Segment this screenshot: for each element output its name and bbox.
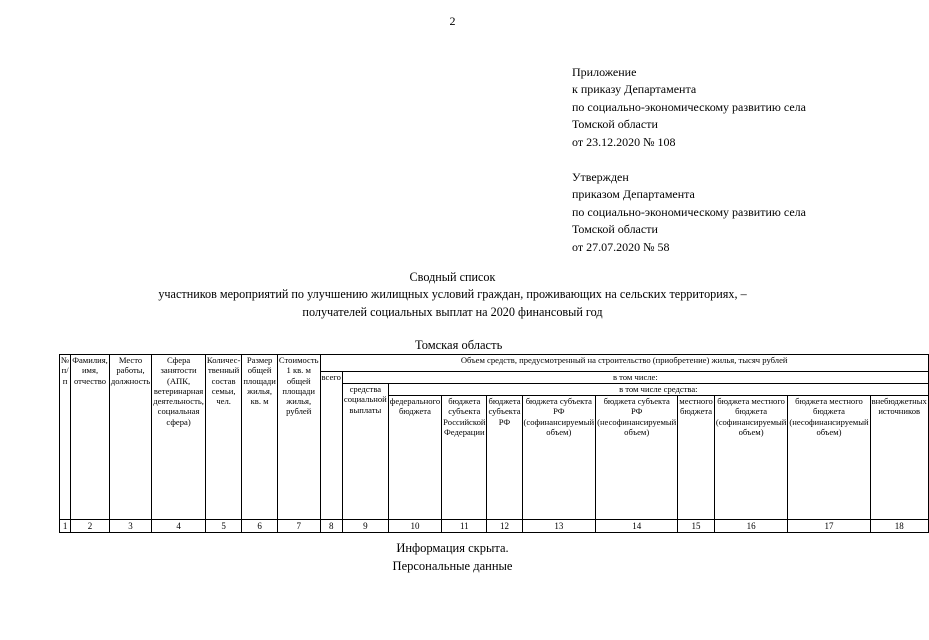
column-number: 6 [242,520,278,533]
approved-line: от 27.07.2020 № 58 [572,239,670,254]
hidden-info-line-1: Информация скрыта. [396,541,509,555]
appendix-line: к приказу Департамента [572,82,697,97]
approved-line: Томской области [572,222,658,237]
column-number: 1 [60,520,71,533]
column-number: 13 [522,520,596,533]
header-including: в том числе: [342,372,928,384]
column-number: 5 [205,520,241,533]
header-subject-budget-noncofinanced: бюджета субъекта РФ (несофинансируемый объем) [596,396,678,520]
approved-line: приказом Департамента [572,187,695,202]
header-funds-volume: Объем средств, предусмотренный на строительство (приобретение) жилья, тысяч рублей [320,355,928,372]
column-number: 10 [388,520,441,533]
header-price-per-sqm: Стоимость 1 кв. м общей площади жилья, рублей [277,355,320,520]
header-workplace: Место работы, должность [109,355,151,520]
header-extrabudgetary: внебюджетных источников [870,396,928,520]
appendix-block [572,64,806,151]
participants-table [59,354,929,533]
region-label: Томская область [415,338,503,352]
column-number: 16 [714,520,788,533]
header-including-funds: в том числе средства: [388,384,928,396]
header-housing-area: Размер общей площади жилья, кв. м [242,355,278,520]
column-number: 4 [152,520,206,533]
header-social-payout: средства социальной выплаты [342,384,388,520]
column-number: 14 [596,520,678,533]
column-number: 17 [788,520,870,533]
appendix-line: Приложение [572,65,637,79]
header-total: всего [320,372,342,520]
header-local-budget: местного бюджета [678,396,715,520]
header-local-budget-cofinanced: бюджета местного бюджета (софинансируемый объем) [714,396,788,520]
header-full-name: Фамилия, имя, отчество [71,355,110,520]
column-number: 15 [678,520,715,533]
column-number: 9 [342,520,388,533]
column-number: 3 [109,520,151,533]
column-number: 11 [442,520,487,533]
hidden-info-note [0,539,905,575]
header-subject-budget-short: бюджета субъекта РФ [487,396,522,520]
column-number: 2 [71,520,110,533]
appendix-line: от 23.12.2020 № 108 [572,134,676,149]
appendix-line: Томской области [572,117,658,132]
approved-line: по социально-экономическому развитию села [572,204,806,219]
header-number: № п/п [60,355,71,520]
title-line-1: Сводный список [409,270,496,284]
title-line-3: получателей социальных выплат на 2020 финансовый год [302,304,603,319]
header-rf-subject-budget: бюджета субъекта Российской Федерации [442,396,487,520]
header-employment-sphere: Сфера занятости (АПК, ветеринарная деятельность, социальная сфера) [152,355,206,520]
title-line-2: участников мероприятий по улучшению жилищных условий граждан, проживающих на сельских территориях, – [158,287,747,302]
approved-line: Утвержден [572,170,629,184]
header-family-size: Количес-твенный состав семьи, чел. [205,355,241,520]
header-subject-budget-cofinanced: бюджета субъекта РФ (софинансируемый объем) [522,396,596,520]
column-number: 7 [277,520,320,533]
hidden-info-line-2: Персональные данные [392,559,513,573]
page-number: 2 [449,14,456,28]
header-local-budget-noncofinanced: бюджета местного бюджета (несофинансируемый объем) [788,396,870,520]
document-title [0,269,905,321]
column-number: 8 [320,520,342,533]
appendix-line: по социально-экономическому развитию села [572,99,806,114]
header-federal-budget: федерального бюджета [388,396,441,520]
approved-block [572,169,806,256]
column-number: 18 [870,520,928,533]
column-number: 12 [487,520,522,533]
